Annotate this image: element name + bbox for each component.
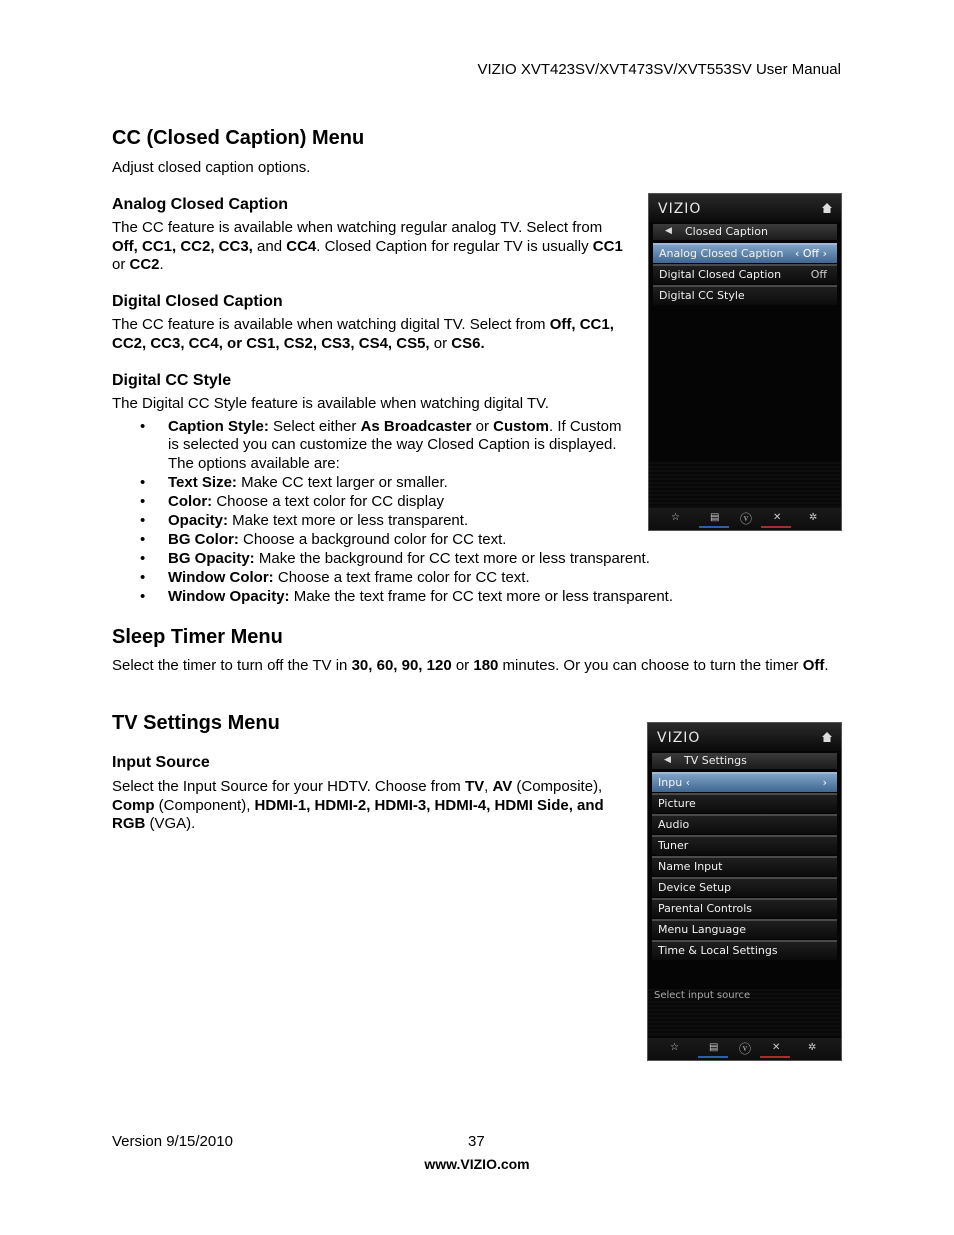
menu-item-label: Parental Controls bbox=[658, 902, 752, 915]
menu-title: Closed Caption bbox=[685, 225, 768, 238]
cc-menu-intro: Adjust closed caption options. bbox=[112, 159, 311, 176]
menu-icon: ▤ bbox=[710, 512, 720, 523]
back-row bbox=[653, 224, 837, 240]
menu-item-label: Picture bbox=[658, 797, 696, 810]
gear-icon: ✲ bbox=[808, 1042, 817, 1053]
page-number: 37 bbox=[468, 1133, 485, 1150]
close-x-icon: ✕ bbox=[773, 512, 782, 523]
menu-item-label: Digital CC Style bbox=[659, 289, 745, 302]
menu-item-audio bbox=[652, 814, 837, 834]
menu-item-value: Off bbox=[810, 268, 827, 281]
menu-item-label: Audio bbox=[658, 818, 690, 831]
input-source-heading: Input Source bbox=[112, 754, 210, 771]
red-underline bbox=[761, 526, 791, 528]
menu-item-input bbox=[652, 772, 837, 792]
menu-title: TV Settings bbox=[684, 754, 747, 767]
home-icon bbox=[821, 731, 833, 743]
menu-item-digital-cc-style bbox=[653, 285, 837, 305]
list-item: • BG Opacity: Make the background for CC text more or less transparent. bbox=[140, 549, 720, 568]
logo-bar bbox=[648, 723, 841, 751]
star-icon: ☆ bbox=[671, 512, 680, 523]
digital-cc-text: The CC feature is available when watching digital TV. Select from Off, CC1, CC2, CC3, CC4, or CS1, CS2, CS3, CS4, CS5, or CS6. bbox=[112, 316, 614, 352]
tv-settings-heading: TV Settings Menu bbox=[112, 712, 280, 734]
menu-item-picture bbox=[652, 793, 837, 813]
hint-text: Select input source bbox=[654, 990, 751, 1001]
vizio-v-icon: ⓥ bbox=[739, 1042, 752, 1056]
menu-item-label: Digital Closed Caption bbox=[659, 268, 782, 281]
menu-item-name-input bbox=[652, 856, 837, 876]
menu-item-device-setup bbox=[652, 877, 837, 897]
star-icon: ☆ bbox=[670, 1042, 679, 1053]
list-item: • Caption Style: Select either As Broadcaster or Custom. If Custom is selected you can customize the way Closed Caption is displayed. The options available are: bbox=[140, 418, 628, 473]
menu-item-analog-cc bbox=[653, 243, 837, 263]
cc-menu-heading: CC (Closed Caption) Menu bbox=[112, 127, 365, 149]
list-item: • Window Color: Choose a text frame color for CC text. bbox=[140, 568, 720, 587]
right-arrow-icon: › bbox=[822, 776, 827, 789]
menu-item-label: Analog Closed Caption bbox=[659, 247, 784, 260]
left-arrow-icon: ◀ bbox=[665, 226, 672, 236]
sleep-timer-text: Select the timer to turn off the TV in 30, 60, 90, 120 or 180 minutes. Or you can choose to turn the timer Off. bbox=[112, 657, 829, 674]
red-underline bbox=[760, 1056, 790, 1058]
menu-item-parental-controls bbox=[652, 898, 837, 918]
tv-settings-screenshot bbox=[647, 722, 842, 1061]
vizio-v-icon: ⓥ bbox=[740, 512, 753, 526]
menu-item-label: Tuner bbox=[658, 839, 689, 852]
analog-cc-text: The CC feature is available when watching regular analog TV. Select from Off, CC1, CC2, CC3, and CC4. Closed Caption for regular TV is usually CC1 or CC2. bbox=[112, 219, 623, 273]
panel-fade bbox=[649, 462, 841, 508]
menu-item-label: Inpu ‹ bbox=[658, 776, 691, 789]
digital-cc-style-intro: The Digital CC Style feature is available when watching digital TV. bbox=[112, 395, 549, 412]
remote-button-bar bbox=[648, 1038, 841, 1060]
input-source-text: Select the Input Source for your HDTV. Choose from TV, AV (Composite), Comp (Component), HDMI-1, HDMI-2, HDMI-3, HDMI-4, HDMI Side, and RGB (VGA). bbox=[112, 778, 604, 832]
list-item: • Text Size: Make CC text larger or smaller. bbox=[140, 473, 720, 492]
menu-item-label: Device Setup bbox=[658, 881, 732, 894]
menu-item-menu-language bbox=[652, 919, 837, 939]
remote-button-bar bbox=[649, 508, 841, 530]
logo-bar bbox=[649, 194, 841, 222]
sleep-timer-heading: Sleep Timer Menu bbox=[112, 626, 283, 648]
vizio-logo: VIZIO bbox=[658, 201, 702, 217]
closed-caption-screenshot bbox=[648, 193, 842, 531]
menu-icon: ▤ bbox=[709, 1042, 719, 1053]
cc-style-options-list bbox=[140, 418, 720, 606]
left-arrow-icon: ◀ bbox=[664, 755, 671, 765]
vizio-logo: VIZIO bbox=[657, 730, 701, 746]
menu-item-digital-cc bbox=[653, 264, 837, 284]
back-row bbox=[652, 753, 837, 769]
blue-underline bbox=[698, 1056, 728, 1058]
analog-cc-heading: Analog Closed Caption bbox=[112, 196, 288, 213]
close-x-icon: ✕ bbox=[772, 1042, 781, 1053]
home-icon bbox=[821, 202, 833, 214]
digital-cc-style-heading: Digital CC Style bbox=[112, 372, 232, 389]
gear-icon: ✲ bbox=[809, 512, 818, 523]
menu-item-label: Name Input bbox=[658, 860, 723, 873]
list-item: • Color: Choose a text color for CC display bbox=[140, 492, 720, 511]
menu-item-label: Menu Language bbox=[658, 923, 746, 936]
footer-version: Version 9/15/2010 bbox=[112, 1133, 233, 1150]
menu-item-label: Time & Local Settings bbox=[658, 944, 778, 957]
footer-url: www.VIZIO.com bbox=[424, 1156, 530, 1172]
manual-title: VIZIO XVT423SV/XVT473SV/XVT553SV User Manual bbox=[477, 61, 841, 78]
list-item: • BG Color: Choose a background color for CC text. bbox=[140, 530, 720, 549]
blue-underline bbox=[699, 526, 729, 528]
list-item: • Window Opacity: Make the text frame for CC text more or less transparent. bbox=[140, 587, 720, 606]
digital-cc-heading: Digital Closed Caption bbox=[112, 293, 283, 310]
menu-item-value: ‹ Off › bbox=[794, 247, 827, 260]
list-item: • Opacity: Make text more or less transparent. bbox=[140, 511, 720, 530]
menu-item-time-local-settings bbox=[652, 940, 837, 960]
menu-item-tuner bbox=[652, 835, 837, 855]
